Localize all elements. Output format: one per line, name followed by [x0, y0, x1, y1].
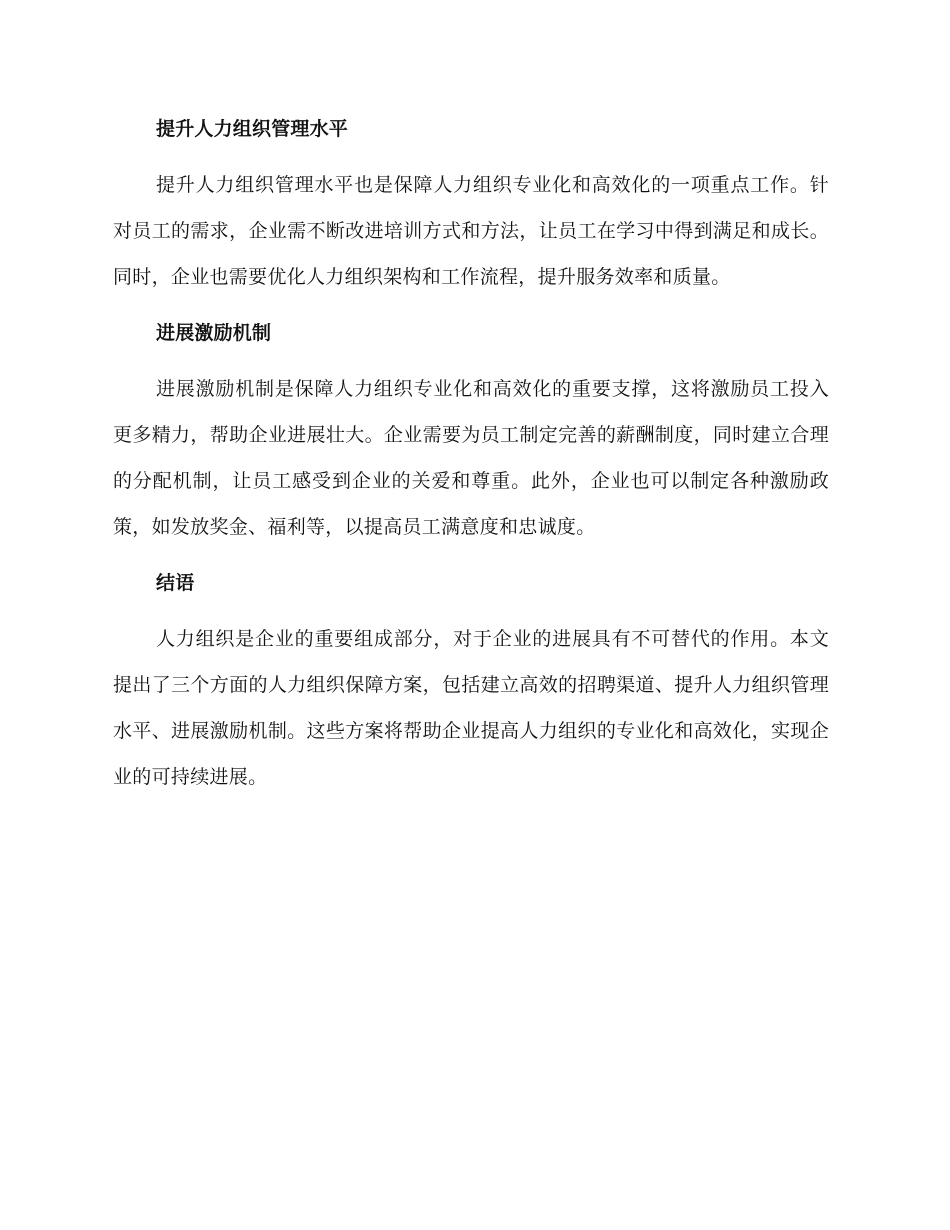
section-paragraph: 提升人力组织管理水平也是保障人力组织专业化和高效化的一项重点工作。针对员工的需求，企业需不断改进培训方式和方法，让员工在学习中得到满足和成长。同时，企业也需要优化人力组织架构和工作流程，提升服务效率和质量。	[113, 174, 829, 288]
section-heading: 进展激励机制	[156, 322, 272, 344]
section-conclusion	[113, 564, 829, 800]
section-paragraph: 进展激励机制是保障人力组织专业化和高效化的重要支撑，这将激励员工投入更多精力，帮助企业进展壮大。企业需要为员工制定完善的薪酬制度，同时建立合理的分配机制，让员工感受到企业的关爱和尊重。此外，企业也可以制定各种激励政策，如发放奖金、福利等，以提高员工满意度和忠诚度。	[113, 378, 829, 538]
section-paragraph: 人力组织是企业的重要组成部分，对于企业的进展具有不可替代的作用。本文提出了三个方面的人力组织保障方案，包括建立高效的招聘渠道、提升人力组织管理水平、进展激励机制。这些方案将帮助企业提高人力组织的专业化和高效化，实现企业的可持续进展。	[113, 628, 829, 788]
document-body	[113, 110, 829, 814]
section-heading: 提升人力组织管理水平	[156, 118, 349, 140]
section-heading: 结语	[156, 572, 195, 594]
section-incentive-mechanism	[113, 314, 829, 550]
section-management-level	[113, 110, 829, 300]
